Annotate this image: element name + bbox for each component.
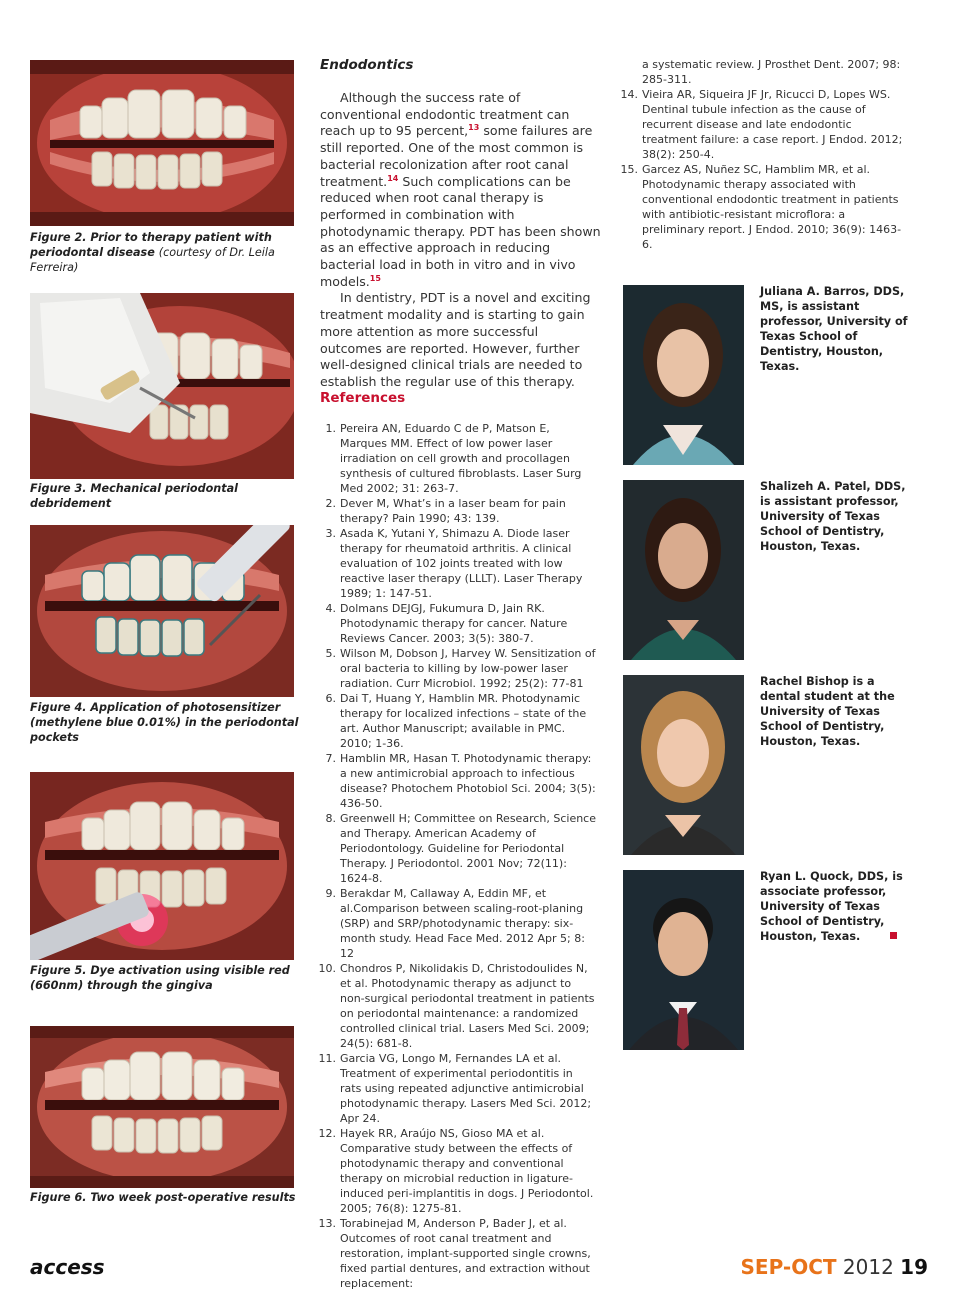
author-bio-barros: Juliana A. Barros, DDS, MS, is assistant professor, University of Texas School of Dentistry, Houston, Texas. <box>760 285 908 373</box>
author-photo-quock <box>623 870 744 1050</box>
citation-13: 13 <box>468 123 480 133</box>
endodontics-heading: Endodontics <box>320 57 414 73</box>
end-of-article-square <box>890 932 897 939</box>
reference-1: 1. Pereira AN, Eduardo C de P, Matson E, Marques MM. Effect of low power laser irradiation on cell growth and procollagen synthesis of cultured fibroblasts. Laser Surg Med 2002; 31: 263-7. <box>325 422 582 495</box>
reference-9: 9. Berakdar M, Callaway A, Eddin MF, et al.Comparison between scaling-root-planing (SRP) and SRP/photodynamic therapy: six-month study. Head Face Med. 2012 Apr 5; 8: 12 <box>325 887 585 960</box>
reference-13-continued: a systematic review. J Prosthet Dent. 2007; 98: 285-311. <box>642 58 901 86</box>
figure-3-photo <box>30 293 294 479</box>
reference-7: 7. Hamblin MR, Hasan T. Photodynamic therapy: a new antimicrobial approach to infectious disease? Photochem Photobiol Sci. 2004; 3(5): 436-50. <box>325 752 596 810</box>
reference-5: 5. Wilson M, Dobson J, Harvey W. Sensitization of oral bacteria to killing by low-power laser radiation. Curr Microbiol. 1992; 25(2): 77-81 <box>325 647 596 690</box>
figure-2-credit: (courtesy of Dr. Leila Ferreira) <box>30 246 275 274</box>
author-photo-patel <box>623 480 744 660</box>
issue-label: SEP-OCT <box>740 1255 837 1279</box>
figure-2-caption: Figure 2. Prior to therapy patient with periodontal disease (courtesy of Dr. Leila Ferreira) <box>30 231 275 274</box>
author-photo-bishop <box>623 675 744 855</box>
references-section <box>320 390 602 1291</box>
reference-6: 6. Dai T, Huang Y, Hamblin MR. Photodynamic therapy for localized infections – state of the art. Author Manuscript; available in PMC. 2010; 1-36. <box>325 692 587 750</box>
endodontics-paragraph-2: In dentistry, PDT is a novel and exciting treatment modality and is starting to gain more attention as more successful outcomes are reported. However, further well-designed clinical trials are needed to establish the regular use of this therapy. <box>320 290 591 389</box>
reference-12: 12. Hayek RR, Araújo NS, Gioso MA et al. Comparative study between the effects of photodynamic therapy and conventional therapy on microbial reduction in ligature-induced peri-implantitis in dogs. J Periodontol. 2005; 76(8): 1275-81. <box>318 1127 594 1215</box>
figure-5-caption: Figure 5. Dye activation using visible red (660nm) through the gingiva <box>30 964 290 992</box>
reference-2: 2. Dever M, What’s in a laser beam for pain therapy? Pain 1990; 43: 139. <box>325 497 566 525</box>
page-number: 19 <box>900 1255 928 1279</box>
reference-14: 14. Vieira AR, Siqueira JF Jr, Ricucci D, Lopes WS. Dentinal tubule infection as the cause of recurrent disease and late endodontic treatment failure: a case report. J Endod. 2012; 38(2): 250-4. <box>620 88 903 161</box>
figure-4-photo <box>30 525 294 697</box>
figure-3-caption: Figure 3. Mechanical periodontal debridement <box>30 482 238 510</box>
author-photo-barros <box>623 285 744 465</box>
magazine-name: access <box>30 1255 105 1279</box>
author-bio-patel: Shalizeh A. Patel, DDS, is assistant professor, University of Texas School of Dentistry, Houston, Texas. <box>760 480 906 553</box>
endodontics-section <box>320 57 602 391</box>
issue-year: 2012 <box>842 1255 894 1279</box>
reference-13: 13. Torabinejad M, Anderson P, Bader J, et al. Outcomes of root canal treatment and restoration, implant-supported single crowns, fixed partial dentures, and extraction without replacement: <box>318 1217 591 1290</box>
figure-5-photo <box>30 772 294 960</box>
author-bio-bishop: Rachel Bishop is a dental student at the University of Texas School of Dentistry, Houston, Texas. <box>760 675 895 748</box>
references-list <box>320 421 596 1291</box>
figure-4-caption: Figure 4. Application of photosensitizer (methylene blue 0.01%) in the periodontal pockets <box>30 701 299 744</box>
reference-11: 11. Garcia VG, Longo M, Fernandes LA et al. Treatment of experimental periodontitis in rats using repeated adjunctive antimicrobial photodynamic therapy. Lasers Med Sci. 2012; Apr 24. <box>318 1052 592 1125</box>
figure-6-caption: Figure 6. Two week post-operative results <box>30 1191 296 1204</box>
reference-3: 3. Asada K, Yutani Y, Shimazu A. Diode laser therapy for rheumatoid arthritis. A clinical evaluation of 102 joints treated with low reactive laser therapy (LLLT). Laser Therapy 1989; 1: 147-51. <box>325 527 583 600</box>
reference-15: 15. Garcez AS, Nuñez SC, Hamblim MR, et al. Photodynamic therapy associated with conventional endodontic treatment in patients with antibiotic-resistant microflora: a preliminary report. J Endod. 2010; 36(9): 1463-6. <box>620 163 902 251</box>
page-footer <box>741 1255 928 1279</box>
references-heading: References <box>320 390 406 406</box>
reference-8: 8. Greenwell H; Committee on Research, Science and Therapy. American Academy of Periodontology. Guideline for Periodontal Therapy. J Periodontol. 2001 Nov; 72(11): 1624-8. <box>325 812 597 885</box>
references-continued <box>622 57 904 252</box>
reference-4: 4. Dolmans DEJGJ, Fukumura D, Jain RK. Photodynamic therapy for cancer. Nature Reviews Cancer. 2003; 3(5): 380-7. <box>325 602 568 645</box>
endodontics-paragraph-1: Although the success rate of conventional endodontic treatment can reach up to 95 percent,$^{13}$ some failures are still reported. One of the most common is bacterial recolonization after root canal treatment.$^{14}$ Such complications can be reduced when root canal therapy is performed in combination with photodynamic therapy. PDT has been shown as an effective approach in reducing bacterial load in both in vitro and in vivo models.$^{15}$ <box>320 90 601 289</box>
figure-2-photo <box>30 60 294 226</box>
references-list-continued <box>622 57 904 252</box>
endodontics-body <box>320 90 602 391</box>
figure-6-photo <box>30 1026 294 1188</box>
citation-14: 14 <box>387 173 399 183</box>
citation-15: 15 <box>369 273 381 283</box>
author-bio-quock: Ryan L. Quock, DDS, is associate professor, University of Texas School of Dentistry, Houston, Texas. <box>760 870 903 943</box>
reference-10: 10. Chondros P, Nikolidakis D, Christodoulides N, et al. Photodynamic therapy as adjunct to non-surgical periodontal treatment in patients on periodontal maintenance: a randomized controlled clinical trial. Lasers Med Sci. 2009; 24(5): 681-8. <box>318 962 595 1050</box>
